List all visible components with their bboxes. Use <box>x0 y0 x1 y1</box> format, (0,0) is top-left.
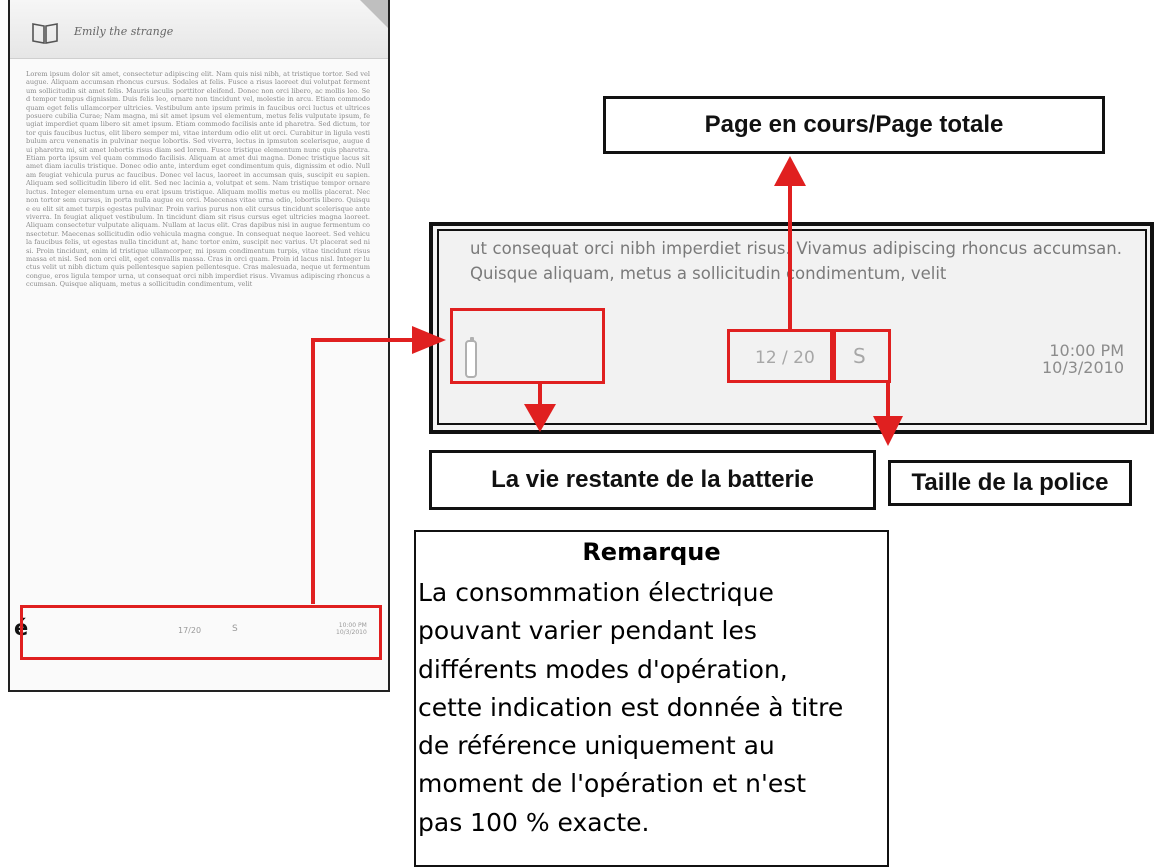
label-font-size: Taille de la police <box>888 460 1132 506</box>
reader-character: é <box>14 616 29 640</box>
status-bar-highlight <box>20 605 382 660</box>
page-indicator: 12 / 20 <box>755 348 815 368</box>
mini-time: 10:00 PM <box>338 622 367 629</box>
book-title: Emily the strange <box>74 25 174 38</box>
reader-body-text: Lorem ipsum dolor sit amet, consectetur adipiscing elit. Nam quis nisi nibh, at tristique tortor. Sed vel augue. Aliquam accumsan rhoncus cursus. Sodales at felis. Fusce a risus laoreet dui volutpat fermentum sollicitudin sit amet felis. Mauris iaculis porttitor eleifend. Donec non orci libero, ac mollis leo. Sed tempor tempus dignissim. Duis felis leo, ornare non tincidunt vel, molestie in arcu. Etiam commodo quam eget felis ullamcorper ultricies. Vestibulum ante ipsum primis in faucibus orci luctus et ultrices posuere cubilia Curae; Nam magna, mi sit amet ipsum vel elementum, metus felis vulputate ipsum, feugiat imperdiet quam libero sit amet ipsum. Etiam commodo facilisis ante id pharetra. Sed dictum, tortor quis faucibus luctus, elit libero semper mi, vitae interdum odio elit ut orci. Curabitur in ligula vestibulum arcu venenatis in pulvinar neque lobortis. Sed viverra, lectus in ipmsuton scelerisque, augue dui pharetra mi, sit amet lobortis risus diam sed lorem. Fusce tristique elementum nunc quis pharetra. Etiam porta ipsum vel quam commodo facilisis. Aliquam at amet dui magna. Donec tristique lacus sit amet diam iaculis tristique. Donec odio ante, interdum eget condimentum quis, dignissim et odio. Nullam feugiat vehicula purus ac faucibus. Donec vel lacus, laoreet in accumsan quis, suscipit eu sapien. Aliquam sed sollicitudin libero id elit. Sed nec lacinia a, volutpat et sem. Nam tristique tempor ornare luctus. Integer elementum urna eu erat ipsum tristique. Aliquam mollis metus eu mollis placerat. Nec non tortor sem cursus, in porta nulla augue eu orci. Maecenas vitae urna odio, lobortis libero. Quisque eu elit sit amet turpis egestas pulvinar. Proin varius purus non elit cursus tincidunt scelerisque ante viverra. In feugiat aliquet vestibulum. In tincidunt diam sit risus cursus eget ultricies magna laoreet. Aliquam consectetur vulputate aliquam. Nullam at lacus elit. Cras dapibus nisi in augue fermentum consectetur. Maecenas sollicitudin odio vehicula magna congue. In consequat neque laoreet. Sed vehicula faucibus felis, ut egestas nulla tincidunt at, hanc tortor enim, suscipit nec varius. Ut placerat sed nisi. Proin tincidunt, enim id tristique ullamcorper, mi ipsum condimentum turpis, vitae tincidunt risus massa et nisl. Sed non orci elit, eget convallis massa. Cras in orci quam. Proin id lacus nisl. Integer luctus velit ut nibh dictum quis pellentesque sapien pellentesque. Cras malesuada, neque ut fermentum congue, eros ligula tempor urna, ut consequat orci nibh imperdiet risus. Vivamus adipiscing rhoncus accumsan. Quisque aliquam, metus a sollicitudin condimentum, velit <box>26 70 370 289</box>
status-time: 10:00 PM <box>1049 341 1124 360</box>
page-corner-icon <box>360 0 388 28</box>
label-page-count: Page en cours/Page totale <box>603 96 1105 154</box>
note-text: La consommation électrique pouvant varier pendant les différents modes d'opération, cette indication est donnée à titre de référence uniquement au moment de l'opération et n'est pas 100 % exacte. <box>418 578 844 837</box>
reader-header <box>10 0 388 59</box>
font-size-icon: S <box>853 344 866 368</box>
note-title: Remarque <box>582 538 721 566</box>
zoomed-body-text: ut consequat orci nibh imperdiet risus. Vivamus adipiscing rhoncus accumsan. Quisque aliquam, metus a sollicitudin condimentum, velit <box>470 239 1122 283</box>
label-battery-life: La vie restante de la batterie <box>429 450 876 510</box>
mini-font-size-icon: S <box>232 624 238 634</box>
status-date: 10/3/2010 <box>1041 358 1124 377</box>
mini-page-indicator: 17/20 <box>178 626 202 635</box>
status-clock <box>1020 342 1124 376</box>
arrowhead-page <box>774 156 806 186</box>
ereader-screen <box>8 0 390 692</box>
battery-icon <box>465 340 477 378</box>
mini-date: 10/3/2010 <box>336 629 367 636</box>
book-icon <box>32 22 58 44</box>
